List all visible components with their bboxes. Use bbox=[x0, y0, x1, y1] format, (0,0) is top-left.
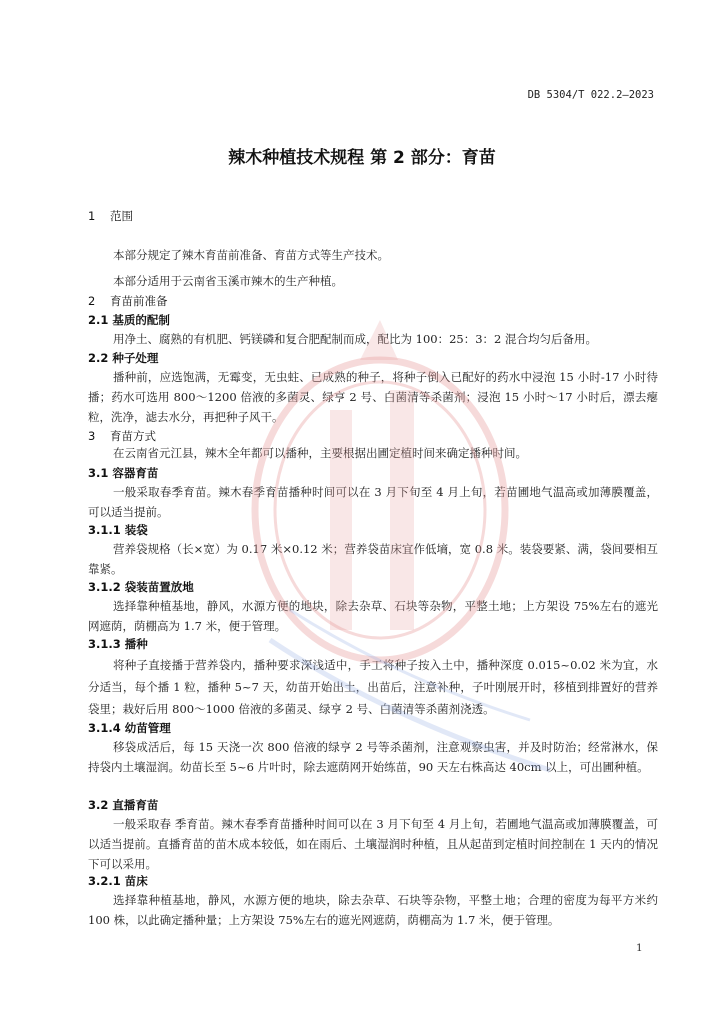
section-title: 育苗方式 bbox=[110, 429, 156, 443]
subsection-heading: 3.2.1 苗床 bbox=[88, 874, 148, 888]
paragraph: 选择靠种植基地，静风，水源方便的地块，除去杂草、石块等杂物，平整土地；合理的密度为每平方米约 100 株，以此确定播种量；上方架设 75%左右的遮光网遮荫，荫棚高为 1.7 米，便于管理。 bbox=[88, 893, 658, 927]
section-title: 育苗前准备 bbox=[110, 294, 168, 308]
section-heading-methods bbox=[88, 428, 156, 444]
paragraph: 一般采取春季育苗。辣木春季育苗播种时间可以在 3 月下旬至 4 月上旬，若苗圃地气温高或加薄膜覆盖，可以适当提前。 bbox=[88, 485, 658, 519]
subsection-heading: 3.1.1 装袋 bbox=[88, 523, 148, 537]
subsection-heading: 3.1 容器育苗 bbox=[88, 466, 159, 480]
paragraph: 在云南省元江县，辣木全年都可以播种，主要根据出圃定植时间来确定播种时间。 bbox=[113, 446, 527, 460]
paragraph: 选择靠种植基地，静风，水源方便的地块，除去杂草、石块等杂物，平整土地；上方架设 75%左右的遮光网遮荫，荫棚高为 1.7 米，便于管理。 bbox=[88, 599, 658, 633]
document-code: DB 5304/T 022.2—2023 bbox=[527, 89, 654, 101]
paragraph: 一般采取春 季育苗。辣木春季育苗播种时间可以在 3 月下旬至 4 月上旬，若圃地气温高或加薄膜覆盖，可以适当提前。直播育苗的苗木成本较低，如在雨后、土壤湿润时种植，且从起苗到定植时间控制在 1 天内的情况下可以采用。 bbox=[88, 817, 658, 871]
paragraph: 本部分适用于云南省玉溪市辣木的生产种植。 bbox=[113, 274, 343, 288]
section-heading-preparation bbox=[88, 293, 168, 309]
subsection-heading: 2.1 基质的配制 bbox=[88, 313, 170, 327]
subsection-heading: 3.1.4 幼苗管理 bbox=[88, 721, 171, 735]
paragraph: 营养袋规格（长×宽）为 0.17 米×0.12 米；营养袋苗床宜作低墒，宽 0.8 米。装袋要紧、满，袋间要相互靠紧。 bbox=[88, 542, 658, 576]
subsection-heading: 3.2 直播育苗 bbox=[88, 798, 159, 812]
paragraph: 移袋成活后，每 15 天浇一次 800 倍液的绿亨 2 号等杀菌剂，注意观察虫害，并及时防治；经常淋水，保持袋内土壤湿润。幼苗长至 5~6 片叶时，除去遮荫网开始练苗，90 天左右株高达 40cm 以上，可出圃种植。 bbox=[88, 740, 658, 774]
subsection-heading: 3.1.3 播种 bbox=[88, 637, 148, 651]
subsection-heading: 3.1.2 袋装苗置放地 bbox=[88, 580, 194, 594]
page-title: 辣木种植技术规程 第 2 部分：育苗 bbox=[228, 148, 496, 168]
section-number: 3 bbox=[88, 429, 96, 443]
paragraph: 将种子直接播于营养袋内，播种要求深浅适中，手工将种子按入土中，播种深度 0.015~0.02 米为宜，水分适当，每个播 1 粒，播种 5~7 天，幼苗开始出土，出苗后，注意补种，子叶刚展开时，移植到排置好的营养袋里；栽好后用 800～1000 倍液的多菌灵、绿亨 2 号、白菌清等杀菌剂浇透。 bbox=[88, 658, 658, 716]
page-number: 1 bbox=[636, 942, 643, 954]
subsection-heading: 2.2 种子处理 bbox=[88, 351, 159, 365]
paragraph: 用净土、腐熟的有机肥、钙镁磷和复合肥配制而成，配比为 100：25：3：2 混合均匀后备用。 bbox=[113, 332, 598, 346]
section-title: 范围 bbox=[110, 209, 133, 223]
paragraph: 播种前，应选饱满，无霉变，无虫蛀、已成熟的种子，将种子倒入已配好的药水中浸泡 15 小时-17 小时待播；药水可选用 800～1200 倍液的多菌灵、绿亨 2 号、白菌清等杀菌剂；浸泡 15 小时～17 小时后，漂去瘪粒，洗净，滤去水分，再把种子风干。 bbox=[88, 370, 658, 424]
paragraph: 本部分规定了辣木育苗前准备、育苗方式等生产技术。 bbox=[113, 248, 389, 262]
section-number: 2 bbox=[88, 294, 96, 308]
section-heading-scope bbox=[88, 208, 133, 224]
section-number: 1 bbox=[88, 209, 96, 223]
